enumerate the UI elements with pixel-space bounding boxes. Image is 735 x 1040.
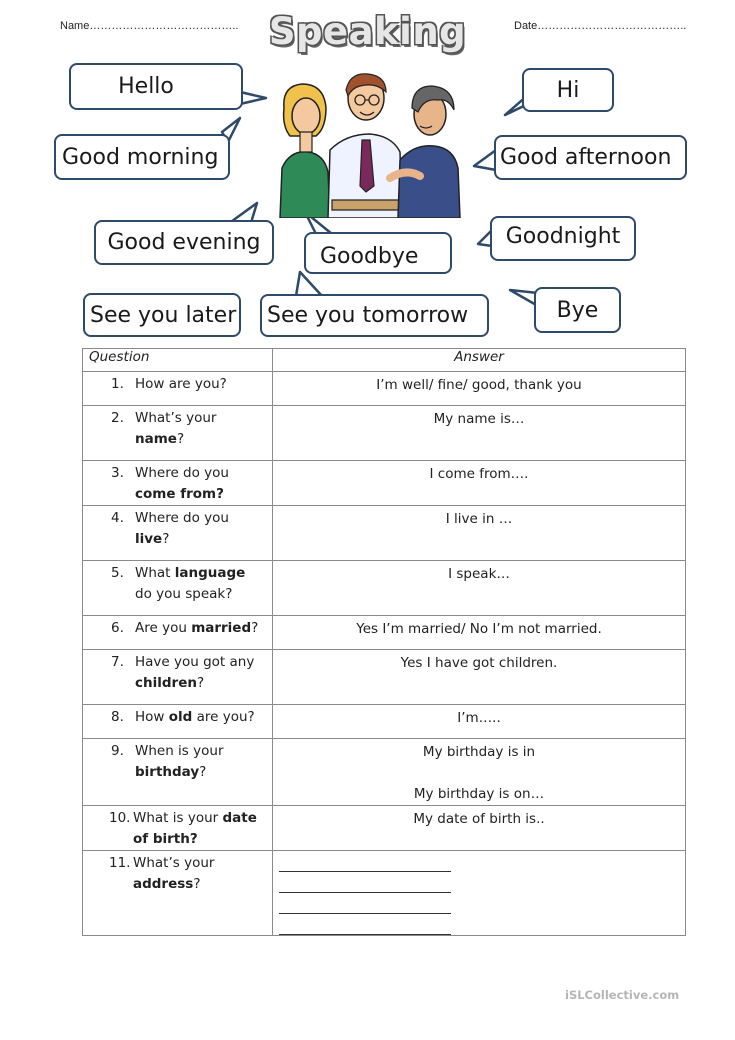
question-text: What’s your address? <box>133 855 215 892</box>
question-number: 8. <box>111 709 124 725</box>
table-header-row <box>83 349 686 372</box>
people-greeting-illustration <box>270 68 470 218</box>
answer-text: I speak… <box>448 566 510 582</box>
goodnight-text: Goodnight <box>505 224 621 249</box>
question-number: 9. <box>111 743 124 759</box>
page-title: Speaking <box>268 10 467 53</box>
answer-column-header: Answer <box>273 349 686 372</box>
table-row <box>83 461 686 506</box>
question-text: Are you married? <box>135 620 259 636</box>
table-row <box>83 705 686 739</box>
question-number: 11. <box>109 855 131 871</box>
address-line-4[interactable] <box>279 914 451 935</box>
good-morning-bubble <box>54 134 230 180</box>
table-row <box>83 806 686 851</box>
watermark: iSLCollective.com <box>565 988 680 1002</box>
name-field: Name………………………………….. <box>60 20 239 32</box>
goodbye-text: Goodbye <box>320 243 419 269</box>
hi-text: Hi <box>556 77 580 103</box>
good-afternoon-bubble-tail <box>474 150 496 170</box>
question-text: Where do you live? <box>135 510 229 547</box>
question-number: 2. <box>111 410 124 426</box>
question-number: 10. <box>109 810 131 826</box>
answer-line-1: My birthday is in <box>422 744 536 760</box>
answer-text: I’m….. <box>457 710 501 726</box>
hello-text: Hello <box>118 74 174 99</box>
answer-text: I live in … <box>445 511 513 527</box>
question-text: What language do you speak? <box>135 565 246 602</box>
see-you-tomorrow-bubble-tail <box>296 272 322 296</box>
bye-bubble <box>534 287 621 333</box>
question-number: 5. <box>111 565 124 581</box>
question-text: Have you got any children? <box>135 654 255 691</box>
goodbye-bubble <box>304 232 452 274</box>
good-afternoon-bubble <box>494 135 687 180</box>
table-row <box>83 406 686 461</box>
table-row <box>83 561 686 616</box>
answer-line-2: My birthday is on… <box>413 786 545 802</box>
address-line-1[interactable] <box>279 851 451 872</box>
see-you-later-bubble <box>83 293 241 337</box>
question-text: Where do you come from? <box>135 465 229 502</box>
good-evening-text: Good evening <box>107 230 261 255</box>
address-line-3[interactable] <box>279 893 451 914</box>
hello-bubble-tail <box>240 92 266 104</box>
hello-bubble <box>69 63 243 110</box>
answer-text: My date of birth is.. <box>413 811 545 827</box>
good-afternoon-text: Good afternoon <box>500 145 672 170</box>
table-row <box>83 851 686 936</box>
goodnight-bubble <box>490 216 636 261</box>
question-number: 6. <box>111 620 124 636</box>
question-text: What is your date of birth? <box>133 810 257 847</box>
table-row <box>83 616 686 650</box>
answer-text: Yes I’m married/ No I’m not married. <box>356 621 602 637</box>
address-answer-lines[interactable] <box>273 851 685 935</box>
answer-text <box>273 739 685 805</box>
good-evening-bubble <box>94 220 274 265</box>
question-number: 3. <box>111 465 124 481</box>
see-you-tomorrow-bubble <box>260 294 489 337</box>
table-row <box>83 372 686 406</box>
answer-text: My name is… <box>433 411 525 427</box>
question-number: 1. <box>111 376 124 392</box>
question-number: 7. <box>111 654 124 670</box>
good-morning-text: Good morning <box>62 144 219 170</box>
address-line-2[interactable] <box>279 872 451 893</box>
man-with-glasses-figure <box>328 74 402 218</box>
table-row <box>83 650 686 705</box>
question-column-header: Question <box>83 349 273 372</box>
answer-text: I’m well/ fine/ good, thank you <box>376 377 582 393</box>
woman-figure <box>280 84 330 218</box>
question-number: 4. <box>111 510 124 526</box>
table-row <box>83 739 686 806</box>
question-answer-table <box>82 348 686 936</box>
answer-text: I come from…. <box>429 466 529 482</box>
see-you-tomorrow-text: See you tomorrow <box>267 303 469 328</box>
question-text: How old are you? <box>135 709 255 725</box>
bye-text: Bye <box>556 297 599 323</box>
question-text: What’s your name? <box>135 410 217 447</box>
answer-text: Yes I have got children. <box>400 655 558 671</box>
date-field: Date………………………………….. <box>514 20 687 32</box>
see-you-later-text: See you later <box>90 302 237 328</box>
table-row <box>83 506 686 561</box>
hi-bubble <box>522 68 614 112</box>
question-text: How are you? <box>135 376 227 392</box>
question-text: When is your birthday? <box>135 743 224 780</box>
